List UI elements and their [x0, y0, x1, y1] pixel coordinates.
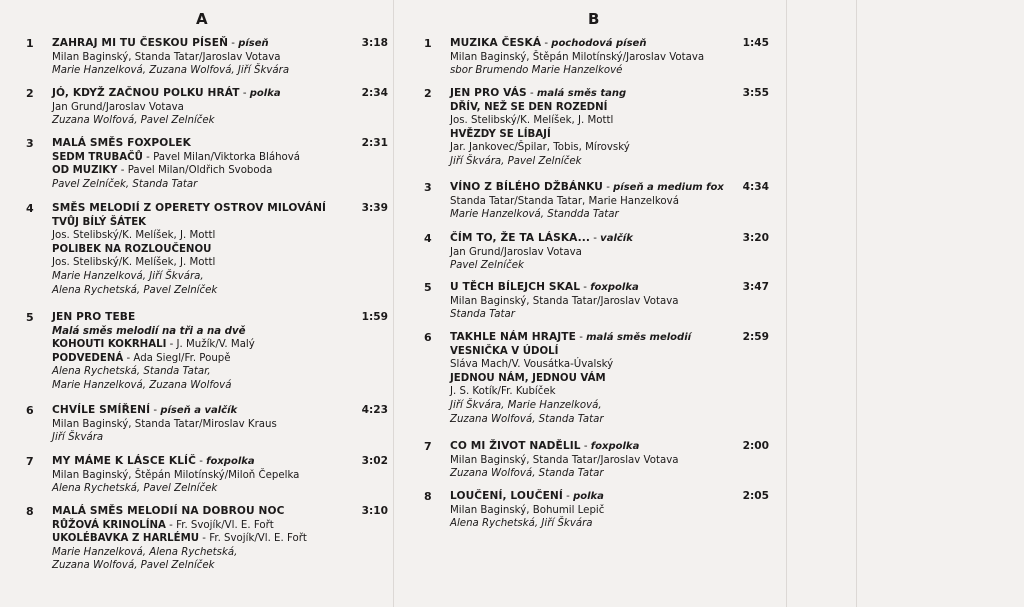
track-authors: Milan Baginský, Standa Tatar/Jaroslav Votava [52, 51, 281, 63]
track-number: 3 [424, 181, 432, 194]
track-performers: Pavel Zelníček [450, 260, 524, 272]
track-title: U TĚCH BÍLEJCH SKAL [450, 281, 581, 293]
track-duration: 3:47 [742, 281, 769, 293]
subtrack-title: JEDNOU NÁM, JEDNOU VÁM [450, 372, 606, 384]
track-number: 1 [26, 37, 34, 50]
track-title: VÍNO Z BÍLÉHO DŽBÁNKU [450, 181, 603, 193]
track-number: 2 [26, 87, 34, 100]
track-title: ČÍM TO, ŽE TA LÁSKA... [450, 232, 591, 244]
track-authors: Milan Baginský, Štěpán Milotínský/Miloň Čepelka [52, 469, 300, 481]
track-number: 4 [424, 232, 432, 245]
track-title: CHVÍLE SMÍŘENÍ [52, 404, 151, 416]
track-performers: Pavel Zelníček, Standa Tatar [52, 178, 198, 190]
track-performers: Marie Hanzelková, Zuzana Wolfová, Jiří Škvára [52, 65, 290, 77]
subtrack-title: OD MUZIKY [52, 165, 118, 177]
track-duration: 4:34 [742, 181, 769, 193]
track-title: JÓ, KDYŽ ZAČNOU POLKU HRÁT [52, 87, 240, 99]
track-performers: Alena Rychetská, Standa Tatar, [52, 366, 211, 378]
track-genre: polka [249, 88, 281, 99]
subtrack-title: TVŮJ BÍLÝ ŠÁTEK [52, 216, 147, 228]
track-title: TAKHLE NÁM HRAJTE [450, 331, 576, 343]
track-title: MUZIKA ČESKÁ [450, 37, 542, 49]
track-performers: Alena Rychetská, Pavel Zelníček [52, 284, 218, 296]
side-a-label: A [196, 10, 208, 28]
track-genre: foxpolka [206, 456, 255, 467]
track-duration: 3:02 [361, 455, 388, 467]
subtrack-title: PODVEDENÁ [52, 352, 124, 364]
track-genre: foxpolka [590, 441, 640, 452]
track-duration: 3:55 [742, 87, 769, 99]
track-title: MALÁ SMĚS FOXPOLEK [52, 137, 191, 149]
track-performers: Marie Hanzelková, Zuzana Wolfová [52, 379, 232, 391]
track-number: 8 [26, 505, 34, 518]
track-authors: Milan Baginský, Bohumil Lepič [450, 504, 605, 516]
track-authors: Milan Baginský, Štěpán Milotínský/Jaroslav Votava [450, 51, 705, 63]
subtrack-title: UKOLÉBAVKA Z HARLÉMU [52, 533, 200, 545]
track-number: 3 [26, 137, 34, 150]
track-title: ZAHRAJ MI TU ČESKOU PÍSEŇ [52, 37, 229, 49]
track-title: MALÁ SMĚS MELODIÍ NA DOBROU NOC [52, 505, 285, 517]
track-duration: 3:18 [361, 37, 388, 49]
track-duration: 3:10 [361, 505, 388, 517]
subtrack-authors: Sláva Mach/V. Vousátka-Úvalský [450, 359, 614, 371]
track-performers: Zuzana Wolfová, Pavel Zelníček [52, 560, 215, 572]
track-number: 7 [424, 440, 432, 453]
track-genre: polka [573, 491, 604, 502]
track-performers: sbor Brumendo Marie Hanzelkové [450, 65, 623, 77]
track-duration: 2:00 [742, 440, 769, 452]
track-authors: Jan Grund/Jaroslav Votava [52, 101, 184, 113]
track-performers: Marie Hanzelková, Jiří Škvára, [52, 270, 204, 282]
track-duration: 4:23 [361, 404, 388, 416]
track-performers: Alena Rychetská, Jiří Škvára [450, 518, 593, 530]
track-number: 2 [424, 87, 432, 100]
track-authors: Milan Baginský, Standa Tatar/Jaroslav Votava [450, 454, 679, 466]
track-genre: foxpolka [590, 282, 639, 293]
track-number: 7 [26, 455, 34, 468]
subtrack-authors: J. Mužík/V. Malý [176, 339, 255, 351]
track-title: JEN PRO VÁS [450, 87, 527, 99]
side-b-label: B [588, 10, 600, 28]
subtrack-authors: Jar. Jankovec/Špilar, Tobis, Mírovský [450, 142, 630, 154]
track-number: 5 [26, 311, 34, 324]
track-duration: 2:31 [361, 137, 388, 149]
subtrack-authors: Fr. Svojík/Vl. E. Fořt [176, 519, 274, 531]
track-duration: 3:39 [361, 202, 388, 214]
subtrack-title: DŘÍV, NEŽ SE DEN ROZEDNÍ [450, 101, 608, 113]
track-performers: Marie Hanzelková, Standda Tatar [450, 209, 619, 221]
subtrack-title: RŮŽOVÁ KRINOLÍNA [52, 519, 166, 531]
subtrack-authors: Jos. Stelibský/K. Melíšek, J. Mottl [52, 257, 216, 269]
track-duration: 3:20 [742, 232, 769, 244]
track-genre: malá směs melodií [586, 332, 692, 343]
track-performers: Alena Rychetská, Pavel Zelníček [52, 483, 218, 495]
subtrack-authors: Ada Siegl/Fr. Poupě [133, 352, 231, 364]
track-duration: 1:59 [361, 311, 388, 323]
track-performers: Jiří Škvára [52, 432, 104, 444]
track-performers: Marie Hanzelková, Alena Rychetská, [52, 546, 238, 558]
track-performers: Jiří Škvára, Pavel Zelníček [450, 155, 582, 167]
subtrack-authors: Pavel Milan/Viktorka Bláhová [153, 151, 301, 163]
track-genre: malá směs tang [536, 88, 627, 99]
subtrack-authors: Jos. Stelibský/K. Melíšek, J. Mottl [52, 230, 216, 242]
track-duration: 1:45 [742, 37, 769, 49]
subtrack-authors: J. S. Kotík/Fr. Kubíček [450, 386, 556, 398]
track-number: 8 [424, 490, 432, 503]
track-performers: Zuzana Wolfová, Standa Tatar [450, 468, 604, 480]
subtrack-title: HVĚZDY SE LÍBAJÍ [450, 128, 551, 140]
track-genre: valčík [600, 233, 633, 244]
subtrack-authors: Pavel Milan/Oldřich Svoboda [127, 165, 273, 177]
track-performers: Jiří Škvára, Marie Hanzelková, [450, 399, 602, 411]
fold-line [393, 0, 394, 607]
fold-line [786, 0, 787, 607]
track-performers: Zuzana Wolfová, Standa Tatar [450, 413, 604, 425]
track-title: CO MI ŽIVOT NADĚLIL [450, 440, 581, 452]
track-genre: píseň a medium fox [613, 182, 724, 193]
track-duration: 2:34 [361, 87, 388, 99]
subtrack-authors: Fr. Svojík/Vl. E. Fořt [209, 533, 307, 545]
fold-line [856, 0, 857, 607]
track-number: 6 [424, 331, 432, 344]
track-duration: 2:59 [742, 331, 769, 343]
track-title: MY MÁME K LÁSCE KLÍČ [52, 455, 196, 467]
track-genre: pochodová píseň [551, 38, 647, 49]
track-performers: Standa Tatar [450, 309, 515, 321]
track-number: 1 [424, 37, 432, 50]
subtrack-title: POLIBEK NA ROZLOUČENOU [52, 243, 212, 255]
track-number: 5 [424, 281, 432, 294]
track-number: 6 [26, 404, 34, 417]
subtrack-title: VESNIČKA V ÚDOLÍ [450, 345, 559, 357]
track-title: SMĚS MELODIÍ Z OPERETY OSTROV MILOVÁNÍ [52, 202, 327, 214]
track-authors: Milan Baginský, Standa Tatar/Jaroslav Votava [450, 295, 679, 307]
track-subtitle: Malá směs melodií na tři a na dvě [52, 325, 246, 337]
track-title: JEN PRO TEBE [52, 311, 136, 323]
track-genre: píseň a valčík [160, 405, 238, 416]
track-number: 4 [26, 202, 34, 215]
track-title: LOUČENÍ, LOUČENÍ [450, 490, 563, 502]
track-authors: Standa Tatar/Standa Tatar, Marie Hanzelková [450, 195, 679, 207]
subtrack-authors: Jos. Stelibský/K. Melíšek, J. Mottl [450, 115, 614, 127]
track-authors: Jan Grund/Jaroslav Votava [450, 246, 582, 258]
track-performers: Zuzana Wolfová, Pavel Zelníček [52, 115, 215, 127]
subtrack-title: SEDM TRUBAČŮ [52, 151, 143, 163]
track-duration: 2:05 [742, 490, 769, 502]
subtrack-title: KOHOUTI KOKRHALI [52, 339, 167, 351]
track-authors: Milan Baginský, Standa Tatar/Miroslav Kraus [52, 418, 277, 430]
track-genre: píseň [238, 38, 269, 49]
